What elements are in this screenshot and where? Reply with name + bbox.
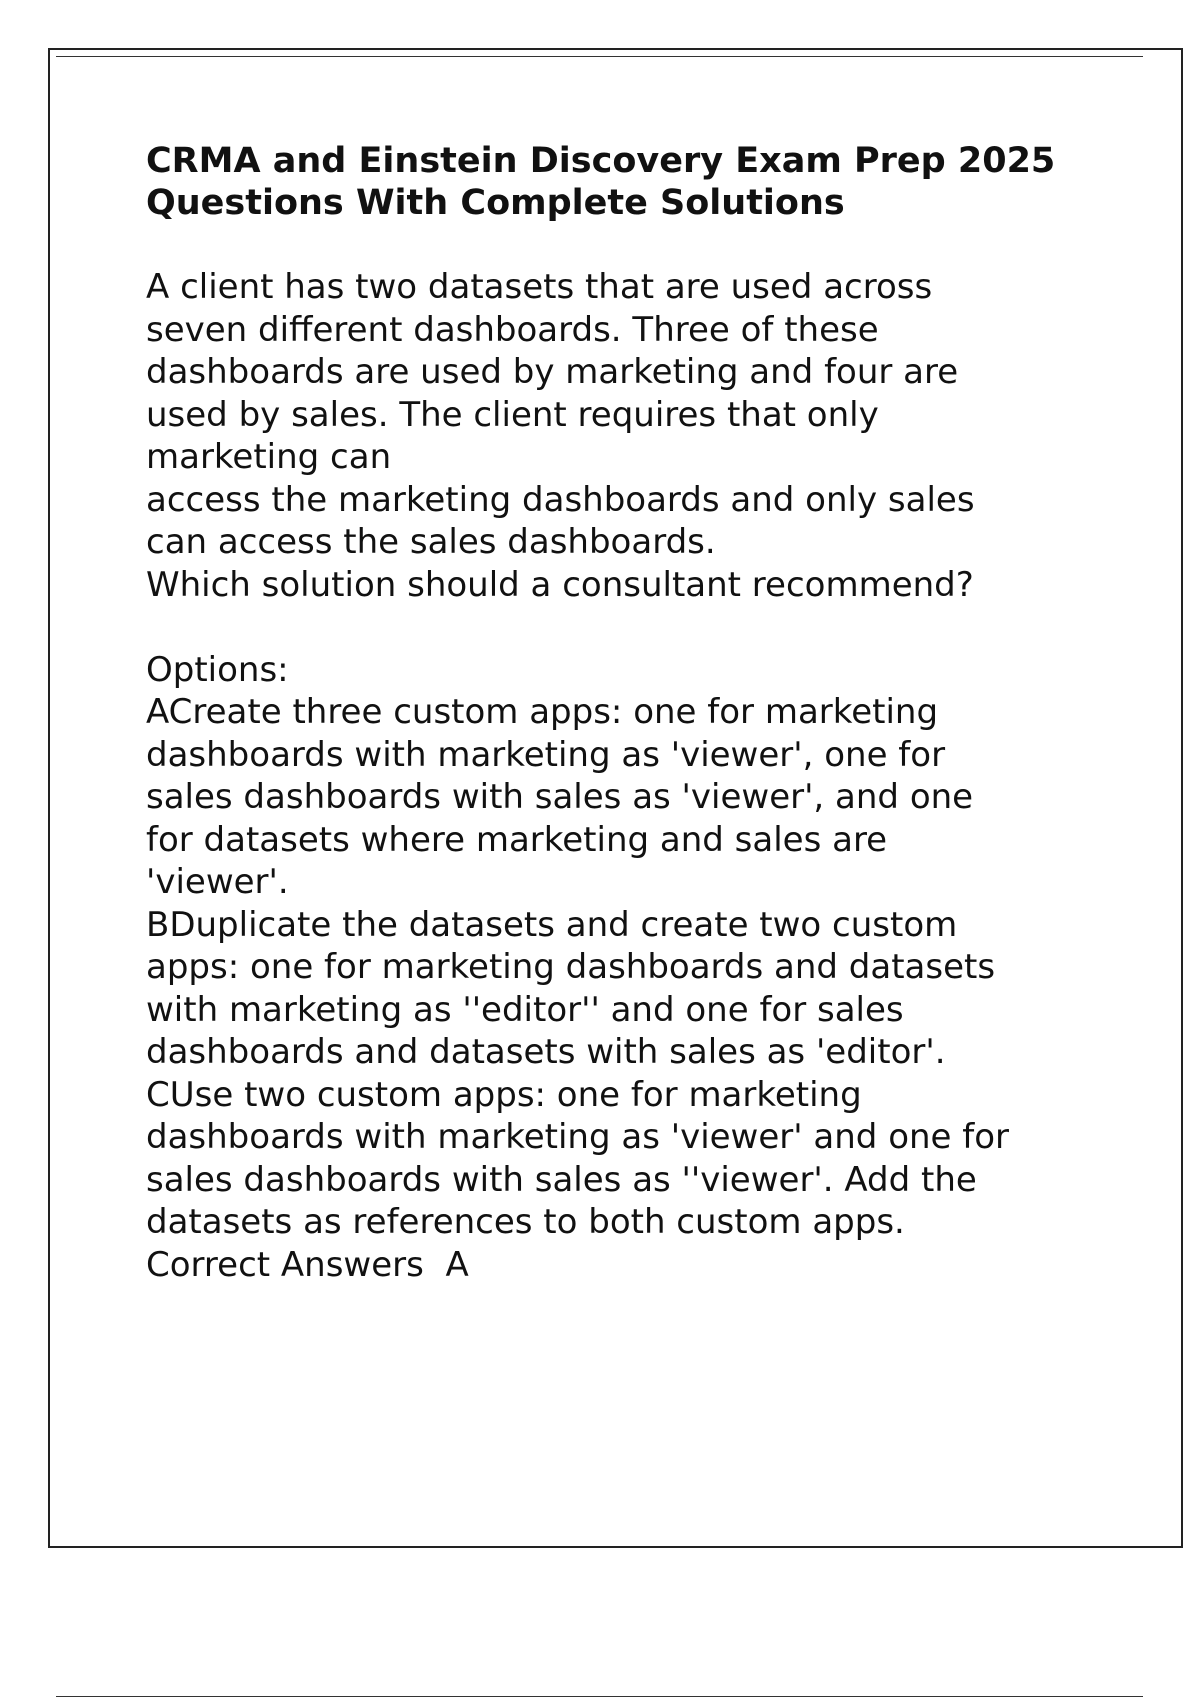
option-line: sales dashboards with sales as 'viewer', and one xyxy=(146,777,974,817)
question-line: dashboards are used by marketing and four are xyxy=(146,352,959,392)
options-heading: Options: xyxy=(146,649,289,690)
question-text xyxy=(146,266,1096,606)
question-line: A client has two datasets that are used across xyxy=(146,267,933,307)
question-line: marketing can xyxy=(146,437,392,477)
option-line: dashboards with marketing as 'viewer', one for xyxy=(146,734,946,775)
document-body xyxy=(146,266,1096,1286)
document-title xyxy=(146,140,1096,224)
question-line: used by sales. The client requires that only xyxy=(146,394,879,435)
option-line: sales dashboards with sales as ''viewer'. Add the xyxy=(146,1159,977,1200)
option-line: dashboards with marketing as 'viewer' and one for xyxy=(146,1117,1010,1157)
paragraph-gap xyxy=(146,606,1096,649)
option-line: for datasets where marketing and sales are xyxy=(146,819,888,860)
option-line: BDuplicate the datasets and create two custom xyxy=(146,904,958,945)
question-line: can access the sales dashboards. xyxy=(146,522,716,562)
options-block xyxy=(146,649,1096,1287)
option-line: dashboards and datasets with sales as 'editor'. xyxy=(146,1032,946,1072)
option-line: apps: one for marketing dashboards and datasets xyxy=(146,947,996,987)
option-line: ACreate three custom apps: one for marketing xyxy=(146,692,939,732)
option-line: datasets as references to both custom apps. xyxy=(146,1202,905,1242)
option-line: CUse two custom apps: one for marketing xyxy=(146,1074,862,1115)
bottom-rule xyxy=(56,1696,1143,1697)
title-line: Questions With Complete Solutions xyxy=(146,183,845,223)
question-line: Which solution should a consultant recommend? xyxy=(146,564,974,605)
option-line: with marketing as ''editor'' and one for sales xyxy=(146,989,904,1030)
question-line: access the marketing dashboards and only sales xyxy=(146,479,975,520)
title-line: CRMA and Einstein Discovery Exam Prep 2025 xyxy=(146,141,1056,181)
correct-answer: Correct Answers A xyxy=(146,1244,469,1285)
question-line: seven different dashboards. Three of these xyxy=(146,309,879,350)
document-content xyxy=(146,140,1096,1286)
option-line: 'viewer'. xyxy=(146,862,289,902)
